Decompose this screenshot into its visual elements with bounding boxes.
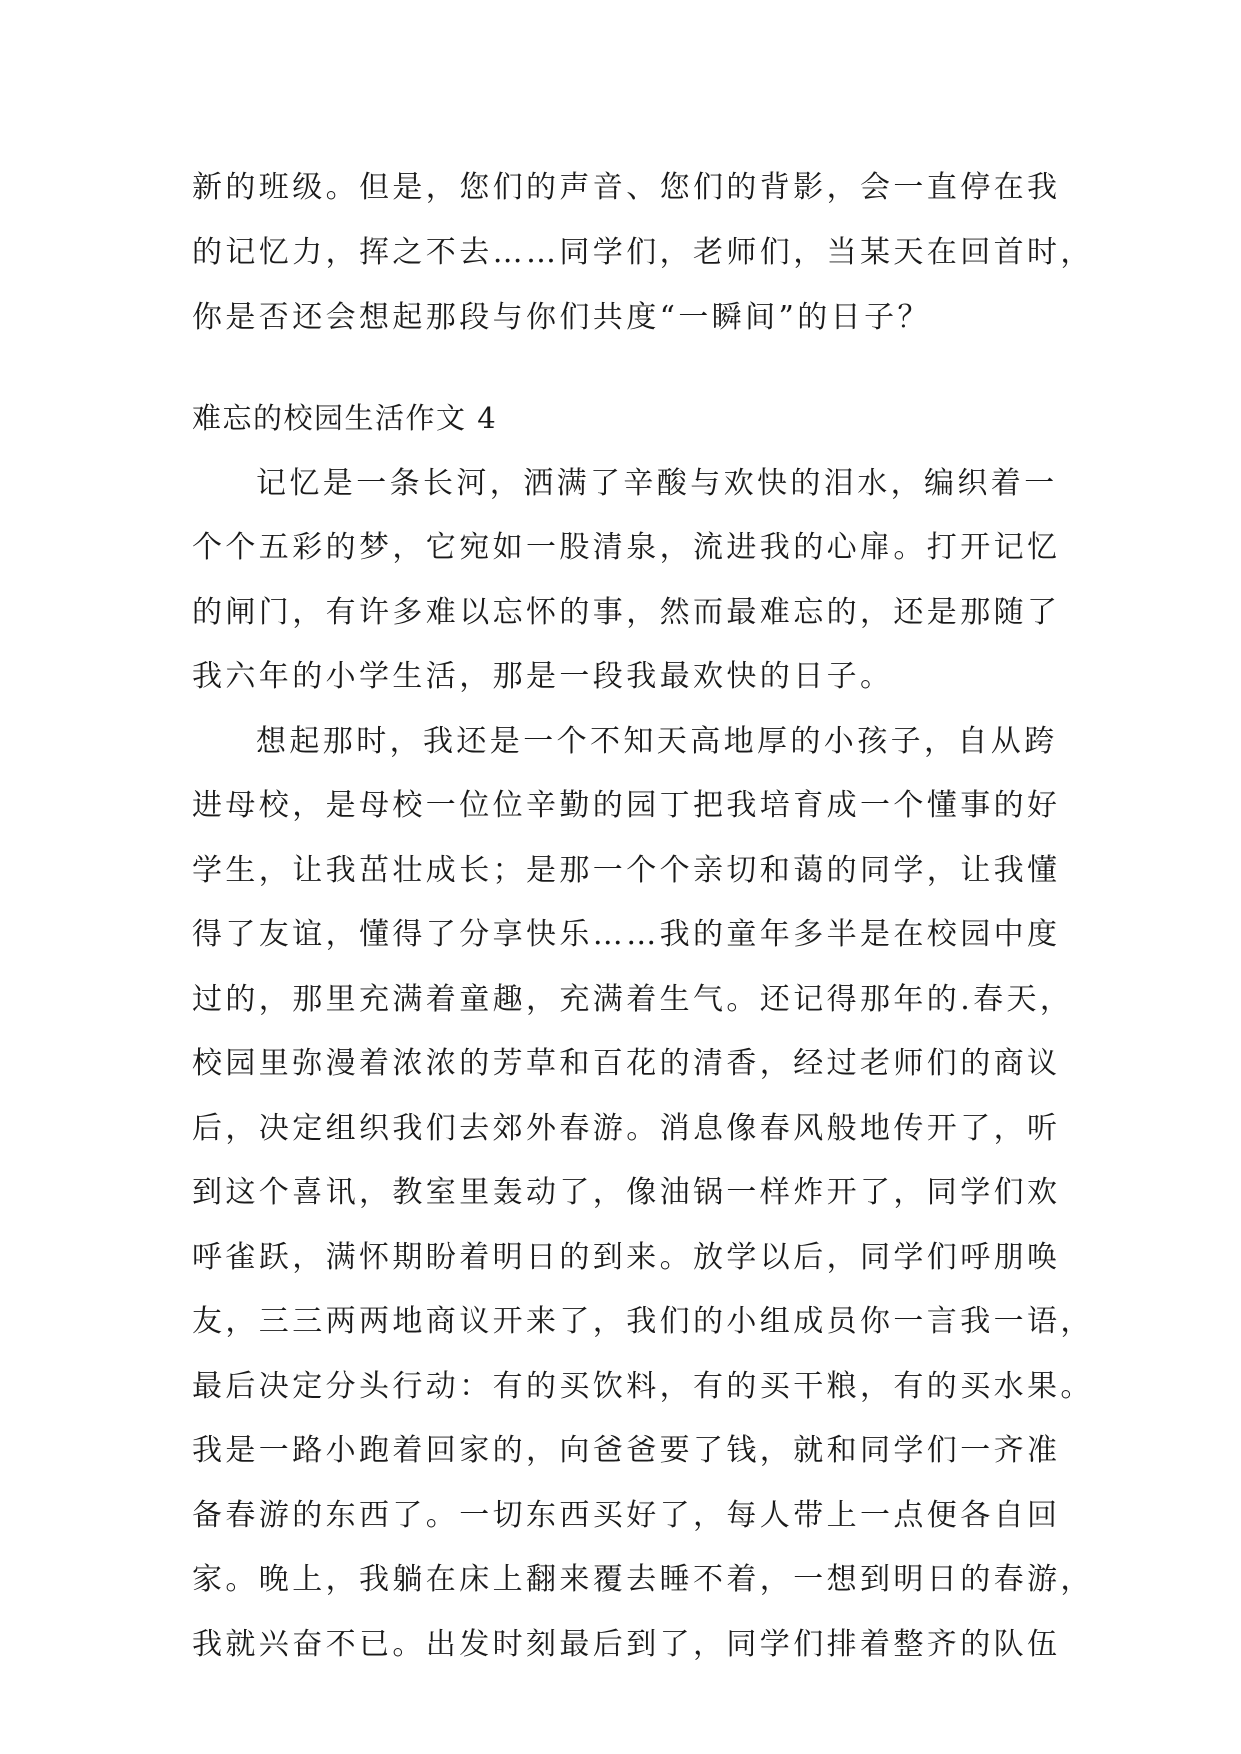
text-line: 我是一路小跑着回家的，向爸爸要了钱，就和同学们一齐准 — [192, 1433, 1061, 1468]
text-line: 备春游的东西了。一切东西买好了，每人带上一点便各自回 — [192, 1498, 1061, 1533]
text-line: 的闸门，有许多难以忘怀的事，然而最难忘的，还是那随了 — [192, 595, 1061, 630]
text-line: 学生，让我茁壮成长；是那一个个亲切和蔼的同学，让我懂 — [192, 853, 1061, 888]
text-line: 后，决定组织我们去郊外春游。消息像春风般地传开了，听 — [192, 1111, 1061, 1146]
text-line: 新的班级。但是，您们的声音、您们的背影，会一直停在我 — [192, 170, 1061, 205]
text-line: 你是否还会想起那段与你们共度“一瞬间”的日子？ — [192, 300, 931, 335]
text-line: 校园里弥漫着浓浓的芳草和百花的清香，经过老师们的商议 — [192, 1046, 1061, 1081]
text-line: 得了友谊，懂得了分享快乐……我的童年多半是在校园中度 — [192, 917, 1061, 952]
text-line: 友，三三两两地商议开来了，我们的小组成员你一言我一语， — [192, 1304, 1094, 1339]
text-line: 进母校，是母校一位位辛勤的园丁把我培育成一个懂事的好 — [192, 788, 1061, 823]
section-heading: 难忘的校园生活作文 4 — [192, 401, 498, 435]
text-line: 过的，那里充满着童趣，充满着生气。还记得那年的.春天， — [192, 982, 1074, 1017]
text-line: 想起那时，我还是一个不知天高地厚的小孩子，自从跨 — [256, 724, 1058, 759]
text-line: 的记忆力，挥之不去……同学们，老师们，当某天在回首时， — [192, 235, 1094, 270]
text-line: 个个五彩的梦，它宛如一股清泉，流进我的心扉。打开记忆 — [192, 530, 1061, 565]
text-line: 记忆是一条长河，洒满了辛酸与欢快的泪水，编织着一 — [256, 466, 1058, 501]
text-line: 我六年的小学生活，那是一段我最欢快的日子。 — [192, 659, 894, 694]
text-line: 到这个喜讯，教室里轰动了，像油锅一样炸开了，同学们欢 — [192, 1175, 1061, 1210]
text-line: 呼雀跃，满怀期盼着明日的到来。放学以后，同学们呼朋唤 — [192, 1240, 1061, 1275]
text-line: 我就兴奋不已。出发时刻最后到了，同学们排着整齐的队伍 — [192, 1627, 1061, 1662]
text-line: 最后决定分头行动：有的买饮料，有的买干粮，有的买水果。 — [192, 1369, 1094, 1404]
text-line: 家。晚上，我躺在床上翻来覆去睡不着，一想到明日的春游， — [192, 1562, 1094, 1597]
